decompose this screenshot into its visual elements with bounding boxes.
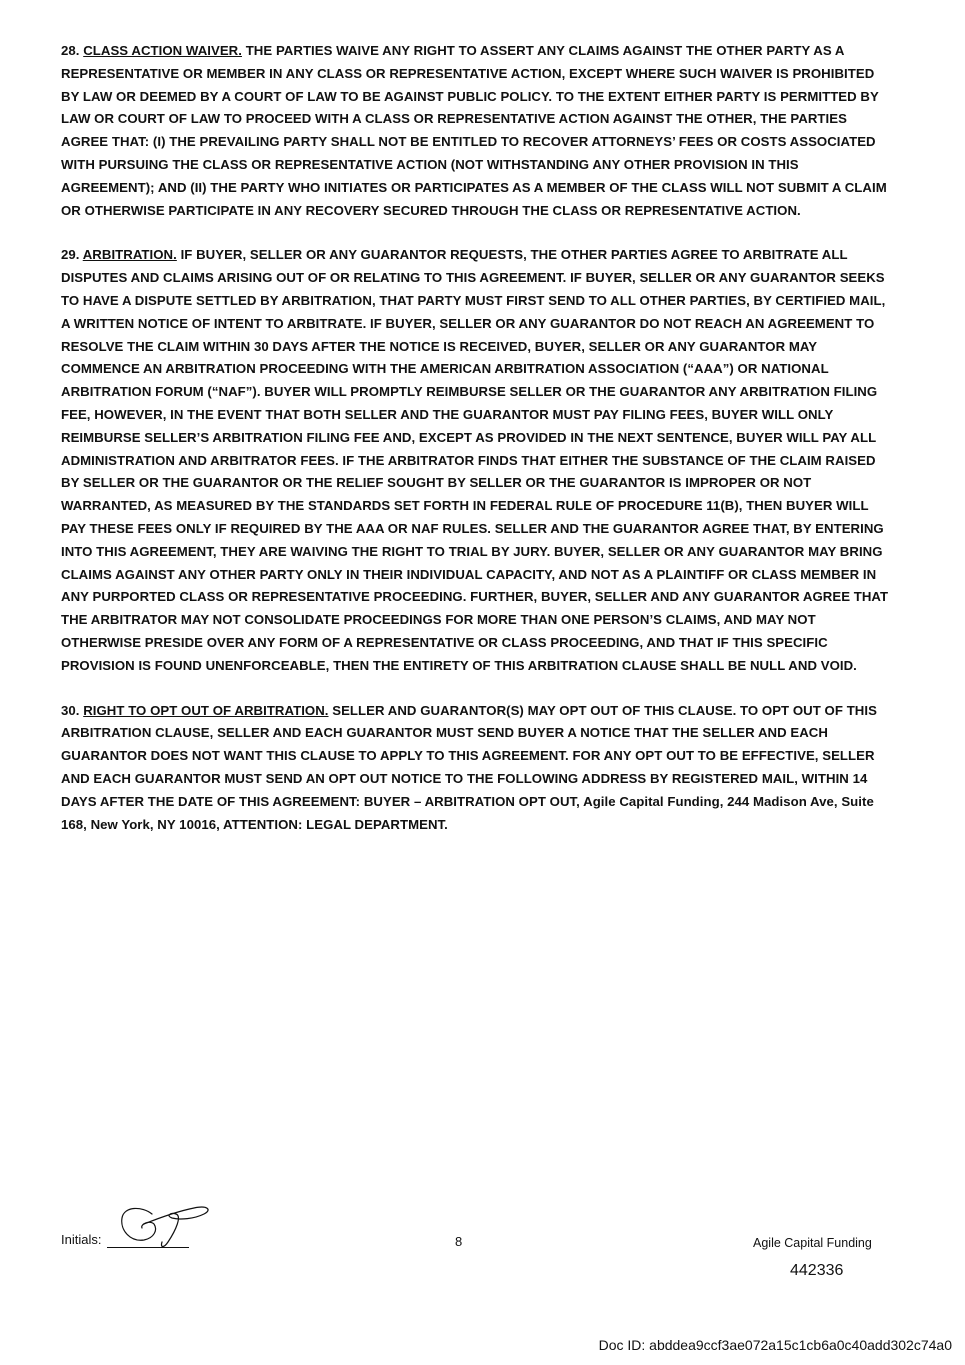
section-number: 28.	[61, 43, 80, 58]
initials-signature	[114, 1198, 214, 1254]
section-30	[61, 700, 891, 837]
section-heading: CLASS ACTION WAIVER.	[83, 43, 242, 58]
section-29	[61, 244, 891, 677]
initials-label: Initials:	[61, 1232, 102, 1247]
section-heading: ARBITRATION.	[82, 247, 177, 263]
initials-line	[107, 1247, 189, 1248]
section-body: SELLER AND GUARANTOR(S) MAY OPT OUT OF THIS CLAUSE. TO OPT OUT OF THIS ARBITRATION CLAUSE, SELLER AND EACH GUARANTOR MUST SEND BUYER A NOTICE THAT THE SELLER AND EACH GUARANTOR DOES NOT WANT THIS CLAUSE TO APPLY TO THIS AGREEMENT. FOR ANY OPT OUT TO BE EFFECTIVE, SELLER AND EACH GUARANTOR MUST SEND AN OPT OUT NOTICE TO THE FOLLOWING ADDRESS BY REGISTERED MAIL, WITHIN 14 DAYS AFTER THE DATE OF THIS AGREEMENT: BUYER – ARBITRATION OPT OUT, Agile Capital Funding, 244 Madison Ave, Suite 168, New York, NY 10016, ATTENTION: LEGAL DEPARTMENT.	[61, 702, 877, 832]
section-number: 29.	[61, 247, 80, 263]
company-name: Agile Capital Funding	[753, 1236, 872, 1250]
section-body: IF BUYER, SELLER OR ANY GUARANTOR REQUESTS, THE OTHER PARTIES AGREE TO ARBITRATE ALL DISPUTES AND CLAIMS ARISING OUT OF OR RELATING TO THIS AGREEMENT. IF BUYER, SELLER OR ANY GUARANTOR SEEKS TO HAVE A DISPUTE SETTLED BY ARBITRATION, THAT PARTY MUST FIRST SEND TO ALL OTHER PARTIES, BY CERTIFIED MAIL, A WRITTEN NOTICE OF INTENT TO ARBITRATE. IF BUYER, SELLER OR ANY GUARANTOR DO NOT REACH AN AGREEMENT TO RESOLVE THE CLAIM WITHIN 30 DAYS AFTER THE NOTICE IS RECEIVED, BUYER, SELLER OR ANY GUARANTOR MAY COMMENCE AN ARBITRATION PROCEEDING WITH THE AMERICAN ARBITRATION ASSOCIATION (“AAA”) OR NATIONAL ARBITRATION FORUM (“NAF”). BUYER WILL PROMPTLY REIMBURSE SELLER OR THE GUARANTOR ANY ARBITRATION FILING FEE, HOWEVER, IN THE EVENT THAT BOTH SELLER AND THE GUARANTOR MUST PAY FILING FEES, BUYER WILL ONLY REIMBURSE SELLER’S ARBITRATION FILING FEE AND, EXCEPT AS PROVIDED IN THE NEXT SENTENCE, BUYER WILL PAY ALL ADMINISTRATION AND ARBITRATOR FEES. IF THE ARBITRATOR FINDS THAT EITHER THE SUBSTANCE OF THE CLAIM RAISED BY SELLER OR THE GUARANTOR OR THE RELIEF SOUGHT BY SELLER OR THE GUARANTOR IS IMPROPER OR NOT WARRANTED, AS MEASURED BY THE STANDARDS SET FORTH IN FEDERAL RULE OF PROCEDURE 11(B), THEN BUYER WILL PAY THESE FEES ONLY IF REQUIRED BY THE AAA OR NAF RULES. SELLER AND THE GUARANTOR AGREE THAT, BY ENTERING INTO THIS AGREEMENT, THEY ARE WAIVING THE RIGHT TO TRIAL BY JURY. BUYER, SELLER OR ANY GUARANTOR MAY BRING CLAIMS AGAINST ANY OTHER PARTY ONLY IN THEIR INDIVIDUAL CAPACITY, AND NOT AS A PLAINTIFF OR CLASS MEMBER IN ANY PURPORTED CLASS OR REPRESENTATIVE PROCEEDING. FURTHER, BUYER, SELLER AND ANY GUARANTOR AGREE THAT THE ARBITRATOR MAY NOT CONSOLIDATE PROCEEDINGS FOR MORE THAN ONE PERSON’S CLAIMS, AND MAY NOT OTHERWISE PRESIDE OVER ANY FORM OF A REPRESENTATIVE OR CLASS PROCEEDING, AND THAT IF THIS SPECIFIC PROVISION IS FOUND UNENFORCEABLE, THEN THE ENTIRETY OF THIS ARBITRATION CLAUSE SHALL BE NULL AND VOID.	[61, 247, 889, 673]
section-number: 30.	[61, 702, 80, 718]
section-heading: RIGHT TO OPT OUT OF ARBITRATION.	[83, 702, 329, 718]
document-code: 442336	[790, 1262, 844, 1279]
section-28	[61, 40, 891, 222]
section-body: THE PARTIES WAIVE ANY RIGHT TO ASSERT ANY CLAIMS AGAINST THE OTHER PARTY AS A REPRESENTATIVE OR MEMBER IN ANY CLASS OR REPRESENTATIVE ACTION, EXCEPT WHERE SUCH WAIVER IS PROHIBITED BY LAW OR DEEMED BY A COURT OF LAW TO BE AGAINST PUBLIC POLICY. TO THE EXTENT EITHER PARTY IS PERMITTED BY LAW OR COURT OF LAW TO PROCEED WITH A CLASS OR REPRESENTATIVE ACTION AGAINST THE OTHER, THE PARTIES AGREE THAT: (I) THE PREVAILING PARTY SHALL NOT BE ENTITLED TO RECOVER ATTORNEYS’ FEES OR COSTS ASSOCIATED WITH PURSUING THE CLASS OR REPRESENTATIVE ACTION (NOT WITHSTANDING ANY OTHER PROVISION IN THIS AGREEMENT); AND (II) THE PARTY WHO INITIATES OR PARTICIPATES AS A MEMBER OF THE CLASS WILL NOT SUBMIT A CLAIM OR OTHERWISE PARTICIPATE IN ANY RECOVERY SECURED THROUGH THE CLASS OR REPRESENTATIVE ACTION.	[61, 43, 887, 218]
doc-id: Doc ID: abddea9ccf3ae072a15c1cb6a0c40add302c74a0	[598, 1337, 952, 1353]
page-number: 8	[455, 1234, 463, 1249]
document-body	[61, 40, 891, 858]
